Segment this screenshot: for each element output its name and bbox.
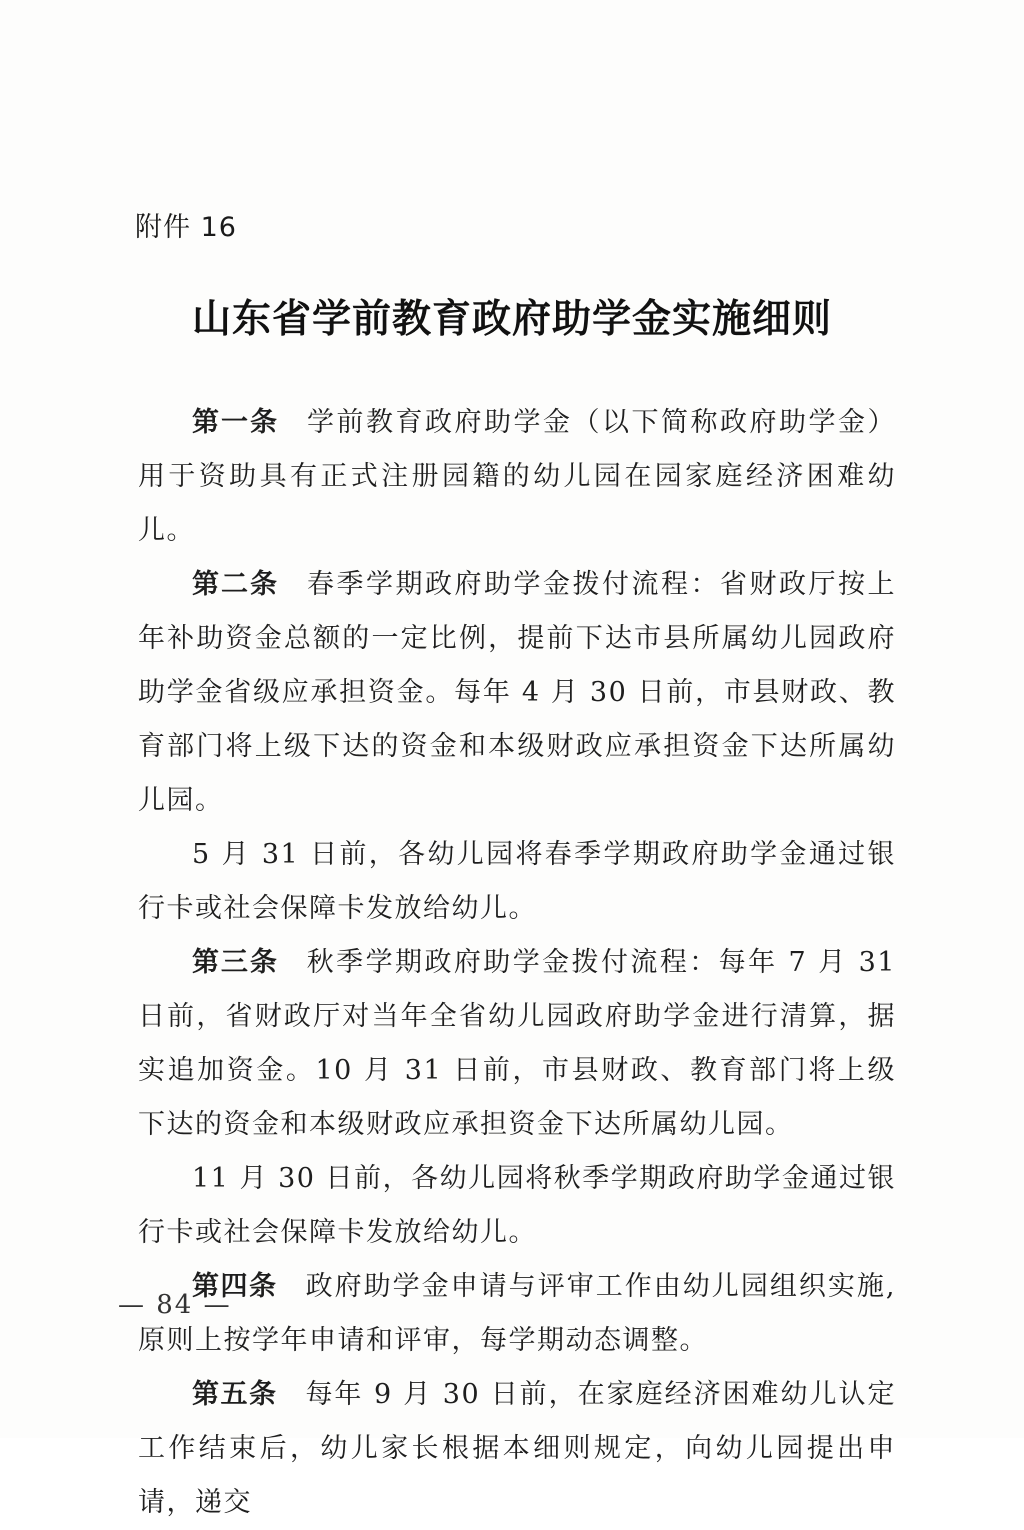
- paragraph-autumn-deadline: [138, 1152, 896, 1260]
- article-heading: 第四条: [192, 1271, 278, 1302]
- paragraph-text: 学前教育政府助学金（以下简称政府助学金）用于资助具有正式注册园籍的幼儿园在园家庭经济困难幼儿。: [138, 407, 896, 546]
- article-heading: 第一条: [192, 407, 279, 438]
- paragraph-article-3: [138, 936, 896, 1152]
- attachment-label: 附件 16: [135, 212, 237, 243]
- paragraph-text: 政府助学金申请与评审工作由幼儿园组织实施,原则上按学年申请和评审，每学期动态调整。: [138, 1271, 896, 1356]
- page-number: — 84 —: [118, 1290, 232, 1320]
- article-heading: 第三条: [192, 947, 279, 978]
- paragraph-text: 每年 9 月 30 日前，在家庭经济困难幼儿认定工作结束后，幼儿家长根据本细则规定，向幼儿园提出申请，递交: [138, 1379, 896, 1518]
- paragraph-text: 春季学期政府助学金拨付流程：省财政厅按上年补助资金总额的一定比例，提前下达市县所属幼儿园政府助学金省级应承担资金。每年 4 月 30 日前，市县财政、教育部门将上级下达的资金和本级财政应承担资金下达所属幼儿园。: [138, 569, 896, 816]
- paragraph-article-5: [138, 1368, 896, 1530]
- paragraph-article-1: [138, 396, 896, 558]
- paragraph-article-4: [138, 1260, 896, 1368]
- paragraph-article-2: [138, 558, 896, 828]
- document-title: 山东省学前教育政府助学金实施细则: [191, 296, 832, 342]
- paragraph-spring-deadline: [138, 828, 896, 936]
- article-heading: 第二条: [192, 569, 279, 600]
- paragraph-text: 秋季学期政府助学金拨付流程：每年 7 月 31 日前，省财政厅对当年全省幼儿园政府助学金进行清算，据实追加资金。10 月 31 日前，市县财政、教育部门将上级下达的资金和本级财政应承担资金下达所属幼儿园。: [138, 947, 896, 1140]
- document-body: [138, 396, 896, 1530]
- paragraph-text: 5 月 31 日前，各幼儿园将春季学期政府助学金通过银行卡或社会保障卡发放给幼儿。: [138, 839, 896, 924]
- paragraph-text: 11 月 30 日前，各幼儿园将秋季学期政府助学金通过银行卡或社会保障卡发放给幼儿。: [138, 1163, 896, 1248]
- article-heading: 第五条: [192, 1379, 278, 1410]
